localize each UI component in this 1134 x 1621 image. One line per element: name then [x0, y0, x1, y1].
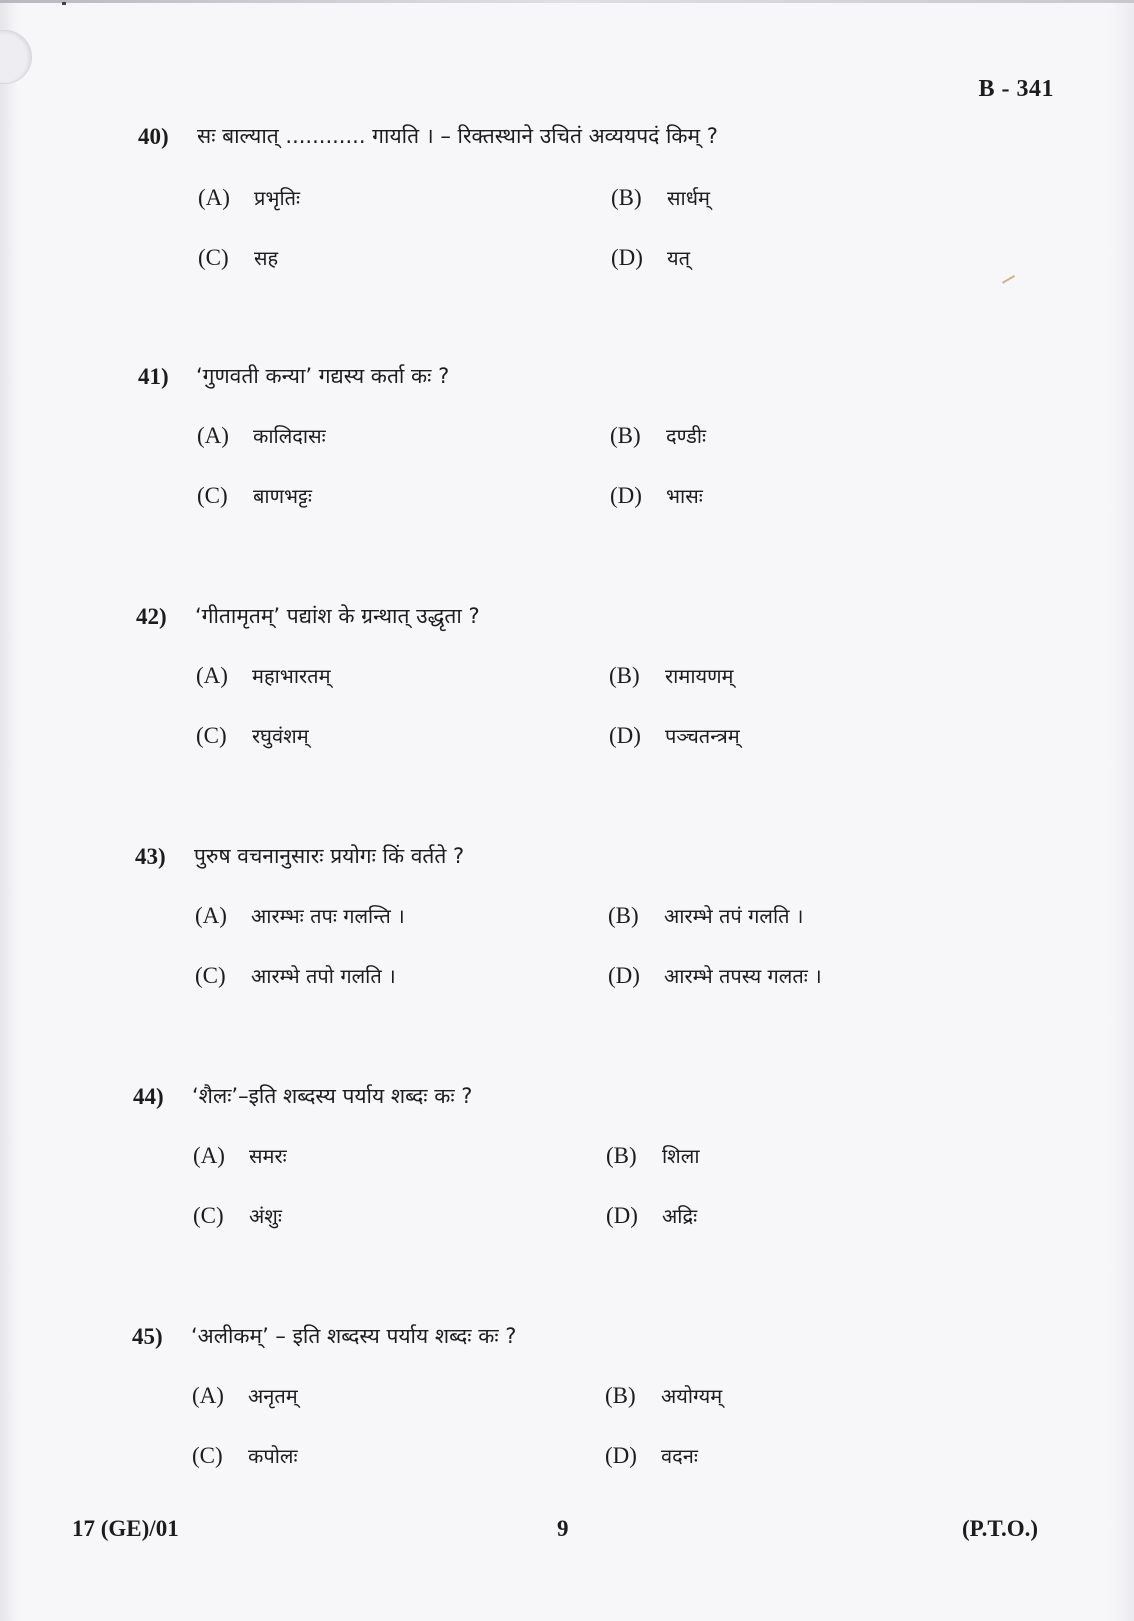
option-letter: (B) [609, 663, 640, 688]
option-letter: (D) [610, 483, 642, 508]
option-d[interactable] [609, 722, 740, 749]
option-text: वदनः [661, 1444, 698, 1468]
option-text: आरम्भे तपं गलति । [664, 904, 804, 928]
question-text: पुरुष वचनानुसारः प्रयोगः किं वर्तते ? [194, 844, 465, 868]
question-number: 40) [138, 124, 169, 149]
option-letter: (B) [610, 423, 641, 448]
option-text: प्रभृतिः [254, 186, 301, 210]
option-text: सार्धम् [667, 186, 710, 210]
option-a[interactable] [193, 1142, 287, 1169]
option-letter: (C) [192, 1443, 223, 1468]
option-a[interactable] [192, 1382, 298, 1409]
option-text: रामायणम् [665, 664, 734, 688]
option-b[interactable] [606, 1142, 700, 1169]
pto-label: (P.T.O.) [962, 1516, 1039, 1541]
option-text: पञ्चतन्त्रम् [665, 724, 740, 748]
option-a[interactable] [197, 422, 326, 449]
option-text: कपोलः [248, 1444, 298, 1468]
question-number: 43) [135, 844, 166, 869]
option-letter: (D) [606, 1203, 638, 1228]
option-letter: (B) [608, 903, 639, 928]
option-letter: (D) [605, 1443, 637, 1468]
option-d[interactable] [608, 962, 822, 989]
question-number: 44) [133, 1084, 164, 1109]
option-text: आरम्भः तपः गलन्ति । [251, 904, 405, 928]
option-text: सह [254, 246, 279, 270]
option-letter: (A) [197, 423, 229, 448]
option-letter: (D) [611, 245, 643, 270]
option-letter: (B) [605, 1383, 636, 1408]
question-text: सः बाल्यात् ............ गायति । – रिक्तस्थाने उचितं अव्ययपदं किम् ? [197, 124, 718, 148]
option-c[interactable] [192, 1442, 298, 1469]
option-c[interactable] [198, 244, 278, 271]
question-number: 42) [136, 604, 167, 629]
option-letter: (A) [193, 1143, 225, 1168]
option-a[interactable] [198, 184, 300, 211]
option-text: बाणभट्टः [253, 484, 312, 508]
option-text: समरः [249, 1144, 287, 1168]
option-c[interactable] [196, 722, 309, 749]
option-text: आरम्भे तपो गलति । [251, 964, 396, 988]
option-b[interactable] [608, 902, 804, 929]
option-text: आरम्भे तपस्य गलतः । [664, 964, 822, 988]
option-letter: (C) [196, 723, 227, 748]
option-text: अंशुः [249, 1204, 282, 1228]
option-d[interactable] [611, 244, 690, 271]
question-number: 45) [132, 1324, 163, 1349]
option-a[interactable] [195, 902, 405, 929]
option-letter: (C) [195, 963, 226, 988]
paper-code: B - 341 [978, 76, 1054, 102]
option-d[interactable] [610, 482, 703, 509]
option-text: यत् [667, 246, 690, 270]
option-d[interactable] [605, 1442, 698, 1469]
question-text: ‘गुणवती कन्या’ गद्यस्य कर्ता कः ? [196, 364, 450, 388]
question-text: ‘शैलः’–इति शब्दस्य पर्याय शब्दः कः ? [192, 1084, 473, 1108]
page-number: 9 [557, 1516, 569, 1541]
option-text: कालिदासः [253, 424, 326, 448]
option-text: अनृतम् [248, 1384, 298, 1408]
option-letter: (A) [192, 1383, 224, 1408]
option-c[interactable] [195, 962, 396, 989]
top-edge-line [0, 0, 1134, 3]
option-text: रघुवंशम् [252, 724, 309, 748]
question-number: 41) [138, 364, 169, 389]
option-letter: (D) [609, 723, 641, 748]
option-text: महाभारतम् [252, 664, 331, 688]
option-a[interactable] [196, 662, 331, 689]
option-letter: (A) [196, 663, 228, 688]
option-b[interactable] [605, 1382, 722, 1409]
option-letter: (A) [198, 185, 230, 210]
option-letter: (A) [195, 903, 227, 928]
option-letter: (B) [606, 1143, 637, 1168]
option-text: शिला [662, 1144, 700, 1168]
question-text: ‘अलीकम्’ – इति शब्दस्य पर्याय शब्दः कः ? [191, 1324, 517, 1348]
option-text: अद्रिः [662, 1204, 698, 1228]
option-letter: (C) [197, 483, 228, 508]
option-letter: (D) [608, 963, 640, 988]
option-text: दण्डीः [666, 424, 707, 448]
option-b[interactable] [609, 662, 734, 689]
option-b[interactable] [610, 422, 706, 449]
scan-speck [62, 2, 66, 5]
option-text: अयोग्यम् [661, 1384, 723, 1408]
option-c[interactable] [197, 482, 312, 509]
option-text: भासः [666, 484, 703, 508]
option-letter: (C) [198, 245, 229, 270]
question-text: ‘गीतामृतम्’ पद्यांश के ग्रन्थात् उद्धृता ? [195, 604, 480, 628]
footer-code: 17 (GE)/01 [72, 1516, 179, 1541]
option-b[interactable] [611, 184, 710, 211]
option-d[interactable] [606, 1202, 697, 1229]
option-letter: (B) [611, 185, 642, 210]
option-c[interactable] [193, 1202, 282, 1229]
option-letter: (C) [193, 1203, 224, 1228]
